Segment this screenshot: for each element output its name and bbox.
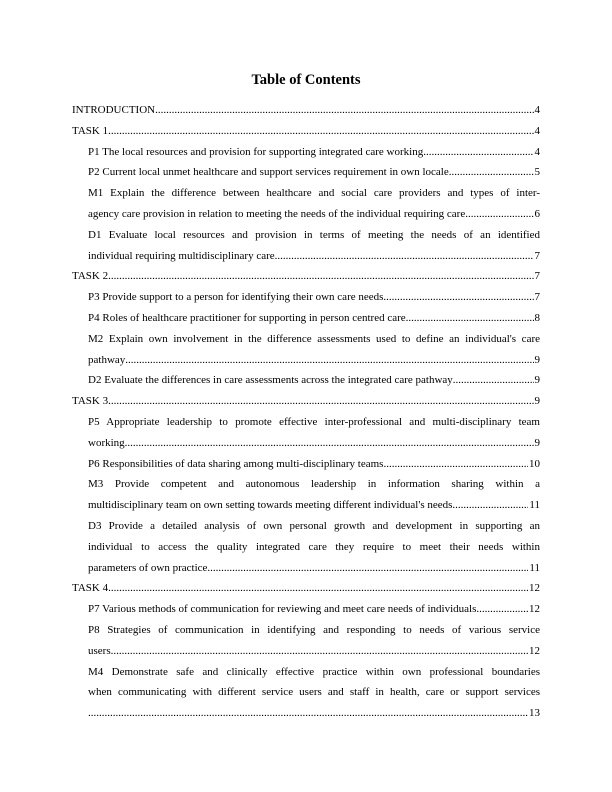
toc-page-number: 13 (529, 707, 540, 720)
toc-entry[interactable] (72, 391, 540, 412)
dot-leader (108, 578, 528, 599)
dot-leader (453, 370, 534, 391)
toc-entry-text-line: M4 Demonstrate safe and clinically effective practice within own professional boundaries (88, 665, 540, 678)
toc-entry[interactable] (88, 225, 540, 267)
toc-entry[interactable] (88, 183, 540, 225)
toc-entry-leader-line (88, 246, 540, 267)
toc-entry[interactable] (72, 121, 540, 142)
toc-entry-text-line: individual to access the quality integrated care they require to meet their needs within (88, 540, 540, 553)
toc-entry[interactable] (88, 454, 540, 475)
dot-leader (155, 100, 533, 121)
toc-page-number: 4 (534, 124, 540, 137)
dot-leader (383, 287, 533, 308)
dot-leader (108, 266, 533, 287)
toc-entry-label: P4 Roles of healthcare practitioner for supporting in person centred care (88, 311, 406, 324)
toc-page-number: 9 (534, 395, 540, 408)
toc-entry[interactable] (88, 620, 540, 662)
toc-entry-label: users (88, 644, 111, 657)
toc-entry-label: pathway (88, 353, 126, 366)
toc-entry[interactable] (72, 578, 540, 599)
toc-entry-label: P1 The local resources and provision for supporting integrated care working (88, 145, 424, 158)
toc-entry-label: TASK 2 (72, 270, 109, 283)
toc-entry-label: P6 Responsibilities of data sharing among multi-disciplinary teams (88, 457, 384, 470)
toc-page-number: 12 (529, 603, 540, 616)
toc-entry[interactable] (88, 662, 540, 724)
toc-entry-text-line: P8 Strategies of communication in identifying and responding to needs of various service (88, 623, 540, 636)
dot-leader (111, 641, 528, 662)
dot-leader (108, 121, 533, 142)
toc-entry-leader-line (88, 350, 540, 371)
dot-leader (465, 204, 533, 225)
toc-entry-leader-line (72, 578, 540, 599)
dot-leader (406, 308, 534, 329)
toc-page-number: 9 (534, 436, 540, 449)
toc-entry[interactable] (88, 162, 540, 183)
toc-entry[interactable] (88, 370, 540, 391)
toc-entry-leader-line (88, 287, 540, 308)
toc-entry-label: D2 Evaluate the differences in care assessments across the integrated care pathway (88, 374, 453, 387)
toc-page-number: 9 (534, 374, 540, 387)
toc-entry-label: working (88, 436, 125, 449)
toc-entry-label: P2 Current local unmet healthcare and support services requirement in own locale (88, 166, 449, 179)
toc-entry-label: multidisciplinary team on own setting towards meeting different individual's needs (88, 499, 453, 512)
toc-entry[interactable] (88, 516, 540, 578)
toc-entry[interactable] (88, 142, 540, 163)
toc-entry[interactable] (88, 599, 540, 620)
toc-entry-text-line: M2 Explain own involvement in the difference assessments used to define an individual's care (88, 332, 540, 345)
toc-title: Table of Contents (251, 72, 361, 88)
toc-page-number: 12 (529, 644, 540, 657)
toc-entry-leader-line (72, 121, 540, 142)
toc-entry-leader-line (88, 558, 540, 579)
toc-page-number: 10 (529, 457, 540, 470)
toc-entry-text-line: D3 Provide a detailed analysis of own personal growth and development in supporting an (88, 519, 540, 532)
dot-leader (108, 391, 533, 412)
toc-entry-label: TASK 3 (72, 395, 109, 408)
dot-leader (476, 599, 528, 620)
dot-leader (125, 350, 533, 371)
toc-entry-text-line: M1 Explain the difference between healthcare and social care providers and types of inter- (88, 187, 540, 200)
toc-entry[interactable] (88, 287, 540, 308)
toc-entry-leader-line (72, 391, 540, 412)
toc-entry-leader-line (88, 599, 540, 620)
toc-entry[interactable] (88, 308, 540, 329)
toc-entry-label: P3 Provide support to a person for identifying their own care needs (88, 291, 384, 304)
toc-page-number: 12 (529, 582, 540, 595)
toc-entry[interactable] (72, 266, 540, 287)
toc-entry-leader-line (88, 703, 540, 724)
toc-entry-label: parameters of own practice (88, 561, 208, 574)
toc-entry-leader-line (88, 308, 540, 329)
toc-entry-leader-line (88, 162, 540, 183)
toc-page-number: 7 (534, 249, 540, 262)
dot-leader (125, 433, 534, 454)
toc-entry-label: agency care provision in relation to meeting the needs of the individual requiring care (88, 207, 466, 220)
table-of-contents (72, 100, 540, 724)
toc-entry-label: TASK 1 (72, 124, 109, 137)
toc-entry-leader-line (88, 433, 540, 454)
toc-entry[interactable] (88, 474, 540, 516)
toc-page-number: 11 (529, 499, 540, 512)
toc-page-number: 6 (534, 207, 540, 220)
toc-page-number: 8 (534, 311, 540, 324)
toc-entry-text-line: when communicating with different service users and staff in health, care or support services (88, 686, 540, 699)
toc-page-number: 7 (534, 270, 540, 283)
toc-entry-leader-line (88, 204, 540, 225)
toc-entry-text-line: M3 Provide competent and autonomous leadership in information sharing within a (88, 478, 540, 491)
toc-page-number: 5 (534, 166, 540, 179)
dot-leader (383, 454, 528, 475)
toc-page-number: 9 (534, 353, 540, 366)
toc-page-number: 4 (534, 145, 540, 158)
dot-leader (88, 703, 528, 724)
dot-leader (452, 495, 528, 516)
dot-leader (207, 558, 528, 579)
dot-leader (423, 142, 533, 163)
toc-entry-label: P7 Various methods of communication for reviewing and meet care needs of individuals (88, 603, 477, 616)
toc-entry-leader-line (88, 142, 540, 163)
toc-entry-leader-line (88, 454, 540, 475)
toc-page-number: 11 (529, 561, 540, 574)
dot-leader (449, 162, 534, 183)
toc-entry[interactable] (88, 412, 540, 454)
toc-entry-label: INTRODUCTION (72, 104, 156, 116)
toc-page-number: 4 (534, 104, 540, 116)
dot-leader (275, 246, 534, 267)
toc-entry[interactable] (72, 100, 540, 121)
toc-entry-leader-line (72, 100, 540, 121)
toc-entry-label: TASK 4 (72, 582, 109, 595)
toc-entry-leader-line (88, 370, 540, 391)
toc-entry[interactable] (88, 329, 540, 371)
toc-entry-text-line: D1 Evaluate local resources and provision in terms of meeting the needs of an identified (88, 228, 540, 241)
toc-page-number: 7 (534, 291, 540, 304)
toc-entry-text-line: P5 Appropriate leadership to promote effective inter-professional and multi-disciplinary team (88, 415, 540, 428)
toc-entry-leader-line (88, 641, 540, 662)
toc-entry-label: individual requiring multidisciplinary care (88, 249, 275, 262)
toc-entry-leader-line (88, 495, 540, 516)
toc-entry-leader-line (72, 266, 540, 287)
